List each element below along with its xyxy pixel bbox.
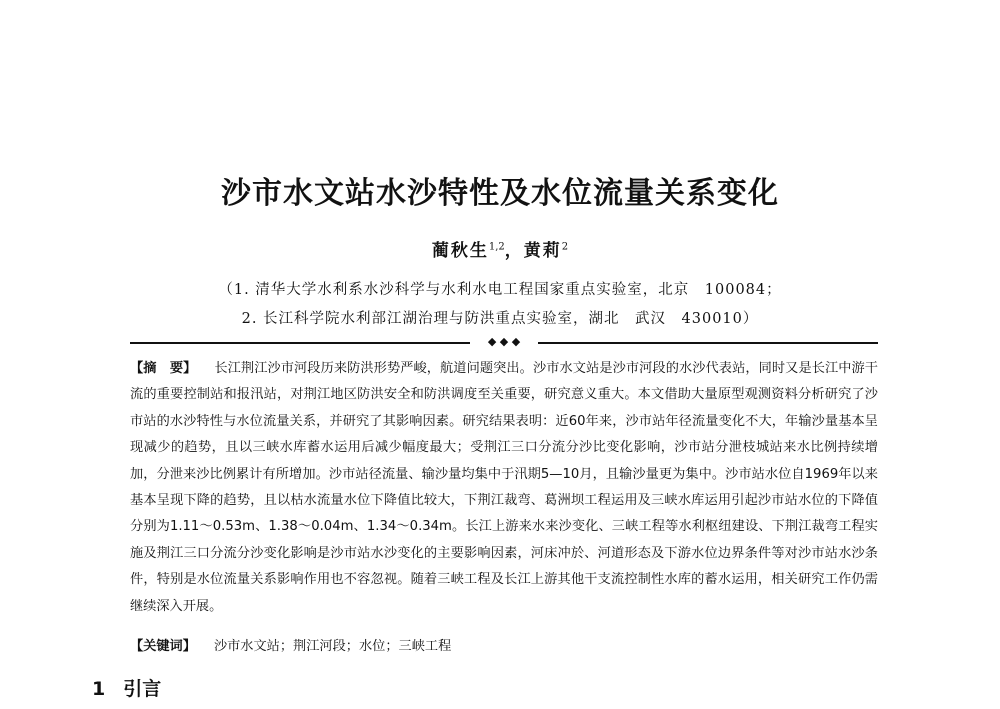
- section-heading: [92, 674, 161, 701]
- keywords-text: 沙市水文站；荆江河段；水位；三峡工程: [213, 639, 452, 654]
- abstract: [130, 356, 878, 620]
- keywords: [130, 634, 878, 660]
- paper-title: 沙市水文站水沙特性及水位流量关系变化: [221, 176, 779, 211]
- divider-rule-right: [538, 342, 878, 344]
- abstract-label: 【摘 要】: [130, 361, 197, 376]
- section-number: 1: [92, 678, 106, 700]
- author-separator: ，: [504, 241, 524, 261]
- divider-diamonds: ◆ ◆ ◆: [487, 335, 521, 348]
- author-affiliation-mark: 1,2: [488, 241, 505, 253]
- ornamental-divider: [130, 335, 878, 348]
- author-name: 黄莉: [523, 241, 562, 261]
- affiliation-line-1: （1. 清华大学水利系水沙科学与水利水电工程国家重点实验室，北京 100084；: [218, 282, 782, 298]
- abstract-text: 长江荆江沙市河段历来防洪形势严峻，航道问题突出。沙市水文站是沙市河段的水沙代表站，同时又是长江中游干流的重要控制站和报汛站，对荆江地区防洪安全和防洪调度至关重要，研究意义重大。本文借助大量原型观测资料分析研究了沙市站的水沙特性与水位流量关系，并研究了其影响因素。研究结果表明：近60年来，沙市站年径流量变化不大，年输沙量基本呈现减少的趋势，且以三峡水库蓄水运用后减少幅度最大；受荆江三口分流分沙比变化影响，沙市站分泄枝城站来水比例持续增加，分泄来沙比例累计有所增加。沙市站径流量、输沙量均集中于汛期5—10月，且输沙量更为集中。沙市站水位自1969年以来基本呈现下降的趋势，且以枯水流量水位下降值比较大，下荆江裁弯、葛洲坝工程运用及三峡水库运用引起沙市站水位的下降值分别为1.11～0.53m、1.38～0.04m、1.34～0.34m。长江上游来水来沙变化、三峡工程等水利枢纽建设、下荆江裁弯工程实施及荆江三口分流分沙变化影响是沙市站水沙变化的主要影响因素，河床冲於、河道形态及下游水位边界条件等对沙市站水沙条件，特别是水位流量关系影响作用也不容忽视。随着三峡工程及长江上游其他干支流控制性水库的蓄水运用，相关研究工作仍需继续深入开展。: [130, 361, 878, 614]
- keywords-label: 【关键词】: [130, 639, 196, 654]
- author-name: 蔺秋生: [431, 241, 489, 261]
- affiliation-line-2: 2. 长江科学院水利部江湖治理与防洪重点实验室，湖北 武汉 430010）: [241, 311, 759, 327]
- divider-rule-left: [130, 342, 470, 344]
- section-title: 引言: [123, 678, 162, 700]
- author-affiliation-mark: 2: [561, 241, 569, 253]
- author-line: [0, 236, 1000, 261]
